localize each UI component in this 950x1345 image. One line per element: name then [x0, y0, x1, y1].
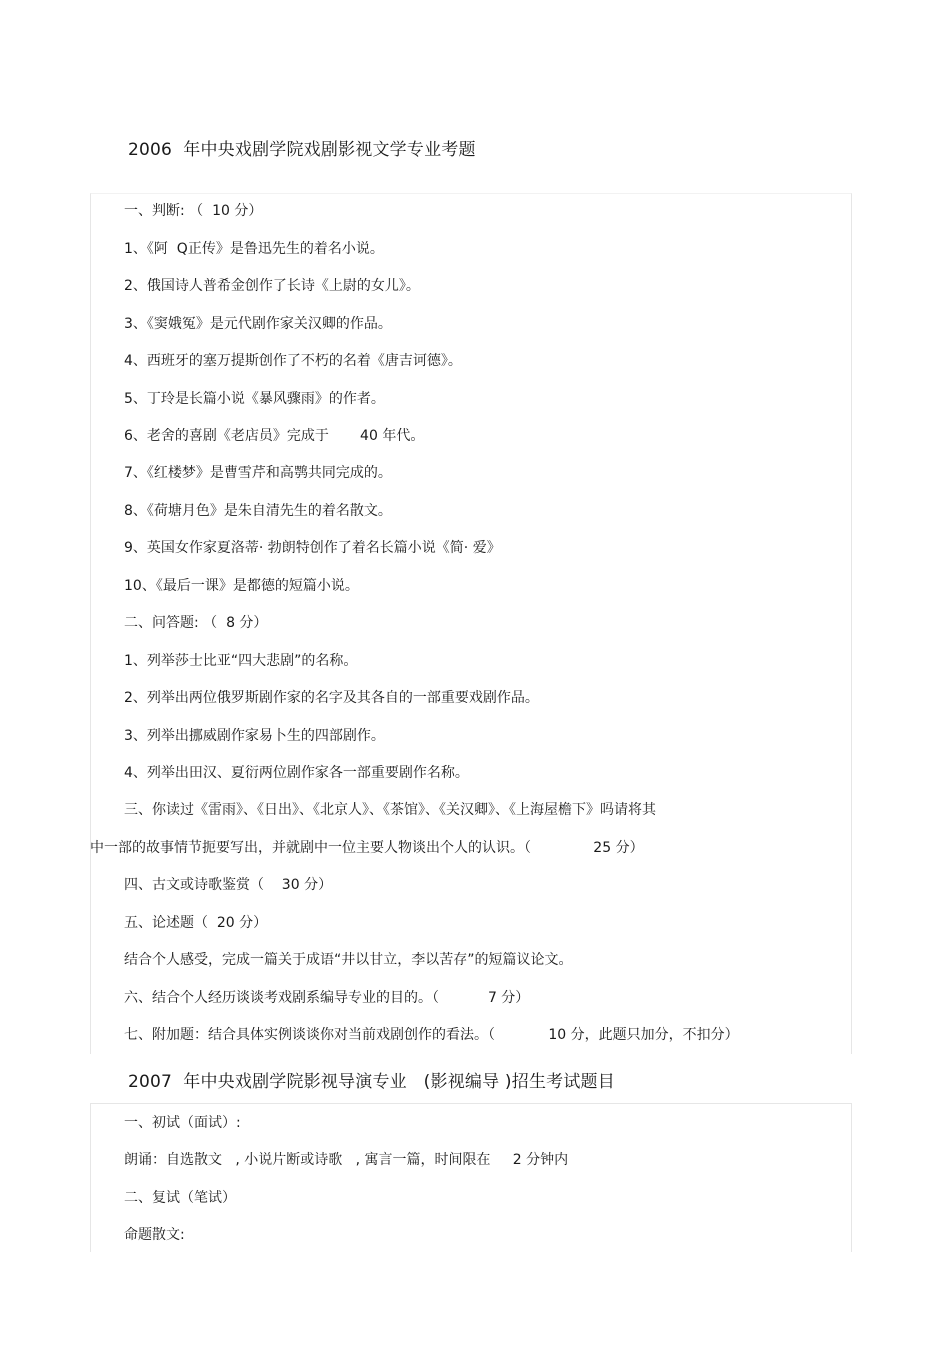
heading-judgement: 一、判断: （ 10 分） — [124, 203, 263, 219]
question-line: 1、《阿 Q正传》是鲁迅先生的着名小说。 — [124, 241, 384, 257]
question-line: 3、列举出挪威剧作家易卜生的四部剧作。 — [124, 728, 385, 744]
question-line: 2、列举出两位俄罗斯剧作家的名字及其各自的一部重要戏剧作品。 — [124, 690, 539, 706]
question-line: 4、西班牙的塞万提斯创作了不朽的名着《唐吉诃德》。 — [124, 353, 462, 369]
question-line: 命题散文: — [124, 1227, 185, 1243]
question-line: 中一部的故事情节扼要写出，并就剧中一位主要人物谈出个人的认识。（ 25 分） — [90, 840, 644, 856]
heading-first-round: 一、初试（面试）: — [124, 1115, 241, 1131]
question-line: 4、列举出田汉、夏衍两位剧作家各一部重要剧作名称。 — [124, 765, 469, 781]
question-line: 三、你读过《雷雨》、《日出》、《北京人》、《茶馆》、《关汉卿》、《上海屋檐下》吗请将其 — [124, 802, 656, 818]
question-line: 2、俄国诗人普希金创作了长诗《上尉的女儿》。 — [124, 278, 420, 294]
question-line: 9、英国女作家夏洛蒂· 勃朗特创作了着名长篇小说《简· 爱》 — [124, 540, 501, 556]
heading-questions: 二、问答题: （ 8 分） — [124, 615, 268, 631]
question-line: 6、老舍的喜剧《老店员》完成于 40 年代。 — [124, 428, 425, 444]
heading-second-round: 二、复试（笔试） — [124, 1190, 236, 1206]
question-line: 10、《最后一课》是都德的短篇小说。 — [124, 578, 359, 594]
question-line: 5、丁玲是长篇小说《暴风骤雨》的作者。 — [124, 391, 385, 407]
question-line: 六、结合个人经历谈谈考戏剧系编导专业的目的。（ 7 分） — [124, 990, 530, 1006]
question-line: 结合个人感受，完成一篇关于成语“井以甘立，李以苦存”的短篇议论文。 — [124, 952, 573, 968]
heading-classics: 四、古文或诗歌鉴赏（ 30 分） — [124, 877, 333, 893]
heading-essay: 五、论述题（ 20 分） — [124, 915, 268, 931]
section-title-2006: 2006 年中央戏剧学院戏剧影视文学专业考题 — [128, 140, 476, 160]
question-line: 朗诵：自选散文 , 小说片断或诗歌 , 寓言一篇，时间限在 2 分钟内 — [124, 1152, 569, 1168]
question-line: 3、《窦娥冤》是元代剧作家关汉卿的作品。 — [124, 316, 392, 332]
question-line: 8、《荷塘月色》是朱自清先生的着名散文。 — [124, 503, 392, 519]
question-line: 7、《红楼梦》是曹雪芹和高鹗共同完成的。 — [124, 465, 392, 481]
question-line: 七、附加题：结合具体实例谈谈你对当前戏剧创作的看法。（ 10 分，此题只加分，不扣分） — [124, 1027, 739, 1043]
section-title-2007: 2007 年中央戏剧学院影视导演专业 (影视编导 )招生考试题目 — [128, 1072, 615, 1092]
question-line: 1、列举莎士比亚“四大悲剧”的名称。 — [124, 653, 358, 669]
